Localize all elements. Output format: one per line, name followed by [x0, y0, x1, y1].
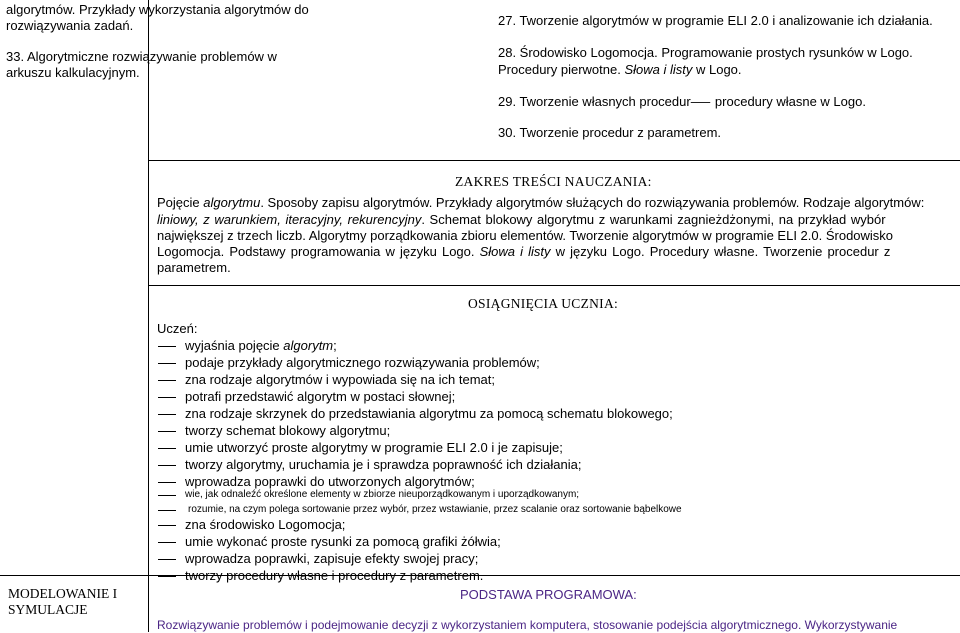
achievement-1-a: wyjaśnia pojęcie [185, 338, 284, 353]
topic-27: 27. Tworzenie algorytmów w programie ELI 2.0 i analizowanie ich działania. [498, 13, 933, 28]
achievements-header: OSIĄGNIĘCIA UCZNIA: [468, 296, 619, 311]
dash-bullet [158, 510, 176, 511]
achievement-1-italic: algorytm [283, 338, 334, 353]
achievement-item-4: potrafi przedstawić algorytm w postaci słownej; [185, 389, 456, 404]
grid-line-top-section-bottom [148, 160, 960, 161]
section-title-line1: MODELOWANIE I [8, 586, 118, 601]
dash-bullet [158, 542, 176, 543]
dash-bullet [158, 495, 176, 496]
scope-line2-italic: liniowy, z warunkiem, iteracyjny, rekurencyjny [157, 212, 422, 227]
dash-bullet [158, 448, 176, 449]
scope-line1 [157, 195, 924, 211]
core-curriculum-text: Rozwiązywanie problemów i podejmowanie decyzji z wykorzystaniem komputera, stosowanie podejścia algorytmicznego. Wykorzystywanie [157, 618, 898, 632]
dash-bullet [158, 576, 176, 577]
achievement-item-1 [185, 338, 337, 354]
scope-line3: największej z trzech liczb. Algorytmy porządkowania zbioru elementów. Tworzenie algorytmów w programie ELI 2.0. Środowisko [157, 228, 894, 243]
topic-28-line2 [498, 62, 742, 78]
dash-bullet [158, 482, 176, 483]
achievement-item-5: zna rodzaje skrzynek do przedstawiania algorytmu za pomocą schematu blokowego; [185, 406, 673, 421]
scope-line1-c: . Sposoby zapisu algorytmów. Przykłady algorytmów służących do rozwiązywania problemów. Rodzaje algorytmów: [260, 195, 925, 210]
dash-bullet [158, 397, 176, 398]
topic-28-line2-text-a: Procedury pierwotne. [498, 62, 625, 77]
topic-28-line1: 28. Środowisko Logomocja. Programowanie prostych rysunków w Logo. [498, 45, 913, 60]
scope-line2-b: . Schemat blokowy algorytmu z warunkami zagnieżdżonymi, na przykład wybór [421, 212, 886, 227]
topic-28-line2-text-c: w Logo. [692, 62, 742, 77]
section-title-line2: SYMULACJE [8, 602, 88, 617]
achievement-item-10: wie, jak odnaleźć określone elementy w zbiorze nieuporządkowanym i uporządkowanym; [185, 489, 580, 500]
achievement-item-14: wprowadza poprawki, zapisuje efekty swojej pracy; [185, 551, 479, 566]
topic-29-dash: — [691, 94, 711, 109]
scope-line4 [157, 244, 890, 260]
dash-bullet [158, 380, 176, 381]
left-topic-continuation-line2: rozwiązywania zadań. [6, 18, 134, 33]
topic-28-line2-italic: Słowa i listy [624, 62, 693, 77]
scope-line1-italic: algorytmu [203, 195, 261, 210]
achievement-item-3: zna rodzaje algorytmów i wypowiada się na ich temat; [185, 372, 495, 387]
achievement-item-12: zna środowisko Logomocja; [185, 517, 346, 532]
topic-29-text-b: procedury własne w Logo. [711, 94, 866, 109]
left-topic-continuation-line1: algorytmów. Przykłady wykorzystania algorytmów do [6, 2, 309, 17]
grid-line-scope-bottom [148, 285, 960, 286]
topic-29 [498, 94, 866, 110]
scope-header: ZAKRES TREŚCI NAUCZANIA: [455, 174, 652, 189]
achievement-item-11: rozumie, na czym polega sortowanie przez wybór, przez wstawianie, przez scalanie oraz sortowanie bąbelkowe [188, 504, 682, 515]
dash-bullet [158, 525, 176, 526]
dash-bullet [158, 346, 176, 347]
achievement-item-15: tworzy procedury własne i procedury z parametrem. [185, 568, 484, 583]
achievement-item-13: umie wykonać proste rysunki za pomocą grafiki żółwia; [185, 534, 501, 549]
scope-line4-italic: Słowa i listy [479, 244, 551, 259]
student-label: Uczeń: [157, 321, 198, 336]
scope-line4-c: w języku Logo. Procedury własne. Tworzenie procedur z [550, 244, 891, 259]
achievement-item-2: podaje przykłady algorytmicznego rozwiązywania problemów; [185, 355, 540, 370]
scope-line2 [157, 212, 886, 228]
achievement-item-8: tworzy algorytmy, uruchamia je i sprawdza poprawność ich działania; [185, 457, 582, 472]
dash-bullet [158, 465, 176, 466]
achievement-item-9: wprowadza poprawki do utworzonych algorytmów; [185, 474, 475, 489]
achievement-item-7: umie utworzyć proste algorytmy w programie ELI 2.0 i je zapisuje; [185, 440, 563, 455]
topic-30: 30. Tworzenie procedur z parametrem. [498, 125, 722, 140]
scope-line4-a: Logomocja. Podstawy programowania w języku Logo. [157, 244, 480, 259]
grid-line-left-col-right [148, 0, 149, 632]
scope-line1-a: Pojęcie [157, 195, 204, 210]
core-curriculum-header: PODSTAWA PROGRAMOWA: [460, 587, 637, 602]
topic-29-text-a: 29. Tworzenie własnych procedur [498, 94, 695, 109]
achievement-item-6: tworzy schemat blokowy algorytmu; [185, 423, 391, 438]
achievement-1-c: ; [333, 338, 337, 353]
dash-bullet [158, 559, 176, 560]
scope-line5: parametrem. [157, 260, 231, 275]
left-topic-33-line1: 33. Algorytmiczne rozwiązywanie problemów w [6, 49, 277, 64]
dash-bullet [158, 431, 176, 432]
dash-bullet [158, 414, 176, 415]
left-topic-33-line2: arkuszu kalkulacyjnym. [6, 65, 140, 80]
dash-bullet [158, 363, 176, 364]
